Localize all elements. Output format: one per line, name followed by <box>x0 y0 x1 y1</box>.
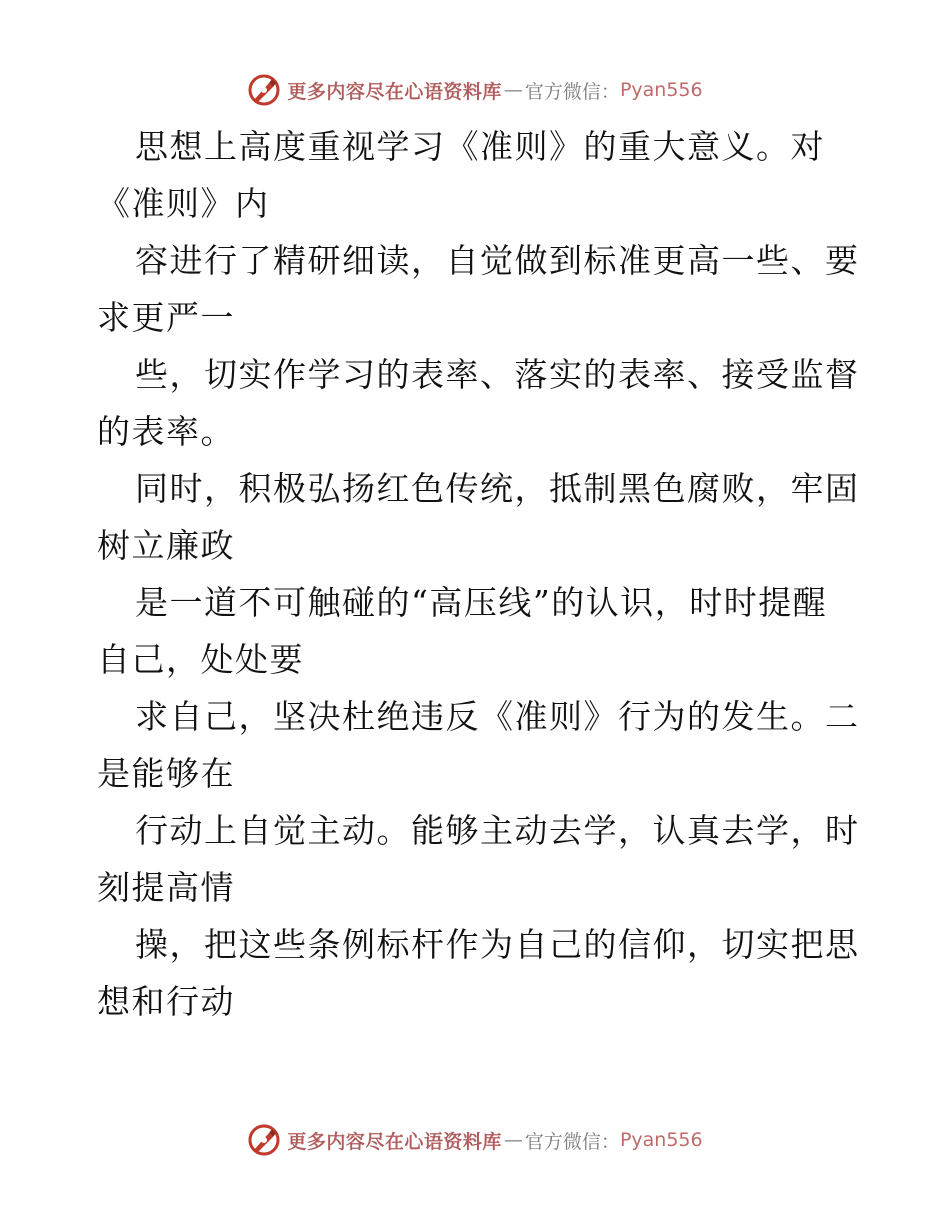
text-line: 操，把这些条例标杆作为自己的信仰，切实把思 <box>135 925 860 964</box>
text-line: 是能够在 <box>97 754 235 793</box>
banner-separator: — <box>503 79 523 101</box>
pen-logo-icon <box>247 73 281 107</box>
text-line: 求更严一 <box>97 298 235 337</box>
footer-banner <box>0 1120 950 1160</box>
banner-wechat-label: 官方微信： <box>524 1130 620 1153</box>
banner-separator: — <box>503 1129 523 1151</box>
banner-wechat-label: 官方微信： <box>524 80 620 103</box>
text-line: 的表率。 <box>97 412 235 451</box>
pen-logo-icon <box>247 1123 281 1157</box>
text-line: 《准则》内 <box>97 184 270 223</box>
banner-wechat-id: Pyan556 <box>619 79 703 101</box>
text-line: 行动上自觉主动。能够主动去学，认真去学，时 <box>135 811 860 850</box>
banner-site-text: 更多内容尽在心语资料库 <box>287 1130 502 1153</box>
text-line: 树立廉政 <box>97 526 235 565</box>
text-line: 容进行了精研细读，自觉做到标准更高一些、要 <box>135 241 860 280</box>
text-line: 是一道不可触碰的“高压线”的认识，时时提醒 <box>135 583 828 622</box>
text-line: 想和行动 <box>97 982 235 1021</box>
text-line: 些，切实作学习的表率、落实的表率、接受监督 <box>135 355 860 394</box>
banner-wechat-id: Pyan556 <box>619 1129 703 1151</box>
text-line: 求自己，坚决杜绝违反《准则》行为的发生。二 <box>135 697 860 736</box>
header-banner <box>0 70 950 110</box>
text-line: 同时，积极弘扬红色传统，抵制黑色腐败，牢固 <box>135 469 860 508</box>
text-line: 思想上高度重视学习《准则》的重大意义。对 <box>135 127 825 166</box>
text-line: 自己，处处要 <box>97 640 304 679</box>
banner-site-text: 更多内容尽在心语资料库 <box>287 80 502 103</box>
text-line: 刻提高情 <box>97 868 235 907</box>
document-body <box>97 118 860 1030</box>
